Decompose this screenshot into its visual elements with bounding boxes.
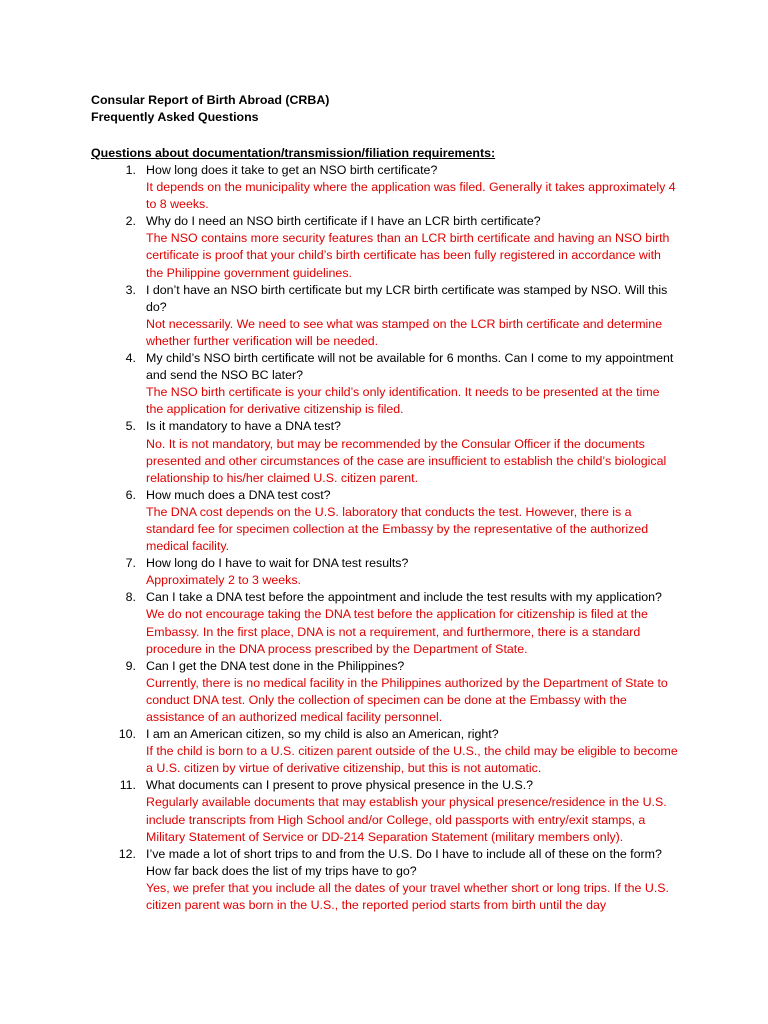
faq-question: How long do I have to wait for DNA test results?	[146, 556, 409, 571]
faq-item-body	[146, 846, 680, 914]
faq-question: I don’t have an NSO birth certificate but my LCR birth certificate was stamped by NSO. Will this do?	[146, 282, 668, 314]
faq-item-body	[146, 487, 680, 555]
faq-answer: The NSO contains more security features than an LCR birth certificate and having an NSO birth certificate is proof that your child’s birth certificate has been fully registered in accordance with the Philippine government guidelines.	[146, 231, 670, 280]
faq-item-body	[146, 350, 680, 418]
faq-answer: Regularly available documents that may establish your physical presence/residence in the U.S. include transcripts from High School and/or College, old passports with entry/exit stamps, a Military Statement of Service or DD-214 Separation Statement (military members only).	[146, 795, 667, 844]
faq-item	[110, 846, 680, 914]
faq-item-number: 11.	[119, 778, 136, 793]
faq-answer: No. It is not mandatory, but may be recommended by the Consular Officer if the documents presented and other circumstances of the case are insufficient to establish the child’s biological relationship to his/her claimed U.S. citizen parent.	[146, 436, 667, 485]
faq-item	[110, 555, 680, 589]
faq-item-number: 6.	[125, 487, 136, 502]
faq-item-body	[146, 777, 680, 845]
faq-item-number: 1.	[125, 163, 136, 177]
faq-item	[110, 726, 680, 777]
faq-answer: It depends on the municipality where the application was filed. Generally it takes approximately 4 to 8 weeks.	[146, 180, 676, 212]
faq-question: What documents can I present to prove physical presence in the U.S.?	[146, 778, 534, 793]
faq-item	[110, 658, 680, 726]
document-title	[91, 92, 329, 126]
faq-item-body	[146, 418, 680, 486]
faq-item-body	[146, 282, 680, 350]
faq-question: I’ve made a lot of short trips to and from the U.S. Do I have to include all of these on the form? How far back does the list of my trips have to go?	[146, 846, 662, 878]
faq-list	[110, 162, 680, 914]
faq-item-number: 10.	[118, 727, 136, 742]
faq-item	[110, 487, 680, 555]
faq-answer: Not necessarily. We need to see what was stamped on the LCR birth certificate and determine whether further verification will be needed.	[146, 316, 663, 348]
faq-item	[110, 162, 680, 213]
faq-answer: We do not encourage taking the DNA test before the application for citizenship is filed at the Embassy. In the first place, DNA is not a requirement, and furthermore, there is a standard procedure in the DNA process prescribed by the Department of State.	[146, 607, 648, 656]
faq-question: Is it mandatory to have a DNA test?	[146, 419, 341, 434]
faq-answer: Yes, we prefer that you include all the dates of your travel whether short or long trips. If the U.S. citizen parent was born in the U.S., the reported period starts from birth until the day	[146, 880, 669, 913]
faq-item-number: 3.	[125, 282, 136, 297]
faq-item-number: 2.	[125, 214, 136, 229]
faq-item-number: 4.	[125, 351, 136, 366]
faq-question: How long does it take to get an NSO birth certificate?	[146, 163, 438, 177]
faq-item-number: 8.	[125, 590, 136, 605]
faq-item	[110, 418, 680, 486]
faq-item-body	[146, 213, 680, 281]
faq-item-number: 5.	[125, 419, 136, 434]
faq-item-body	[146, 162, 680, 213]
faq-question: Can I get the DNA test done in the Philippines?	[146, 658, 405, 673]
faq-answer: Currently, there is no medical facility in the Philippines authorized by the Department of State to conduct DNA test. Only the collection of specimen can be done at the Embassy with the assistance of an authorized medical facility personnel.	[146, 675, 668, 724]
faq-item-body	[146, 658, 680, 726]
faq-answer: If the child is born to a U.S. citizen parent outside of the U.S., the child may be eligible to become a U.S. citizen by virtue of derivative citizenship, but this is not automatic.	[146, 744, 678, 776]
faq-item	[110, 589, 680, 657]
faq-answer: The NSO birth certificate is your child’s only identification. It needs to be presented at the time the application for derivative citizenship is filed.	[146, 385, 660, 417]
faq-item-body	[146, 726, 680, 777]
faq-item-body	[146, 589, 680, 657]
faq-question: Can I take a DNA test before the appointment and include the test results with my application?	[146, 590, 662, 605]
faq-question: How much does a DNA test cost?	[146, 487, 331, 502]
faq-question: My child’s NSO birth certificate will not be available for 6 months. Can I come to my appointment and send the NSO BC later?	[146, 351, 674, 383]
faq-question: Why do I need an NSO birth certificate if I have an LCR birth certificate?	[146, 214, 541, 229]
faq-answer: Approximately 2 to 3 weeks.	[146, 573, 301, 588]
faq-item-number: 12.	[118, 846, 136, 861]
faq-item-number: 7.	[125, 556, 136, 571]
faq-question: I am an American citizen, so my child is also an American, right?	[146, 727, 499, 742]
title-line-2: Frequently Asked Questions	[91, 110, 259, 125]
section-heading: Questions about documentation/transmission/filiation requirements:	[91, 146, 496, 160]
title-line-1: Consular Report of Birth Abroad (CRBA)	[91, 93, 330, 107]
faq-answer: The DNA cost depends on the U.S. laboratory that conducts the test. However, there is a standard fee for specimen collection at the Embassy by the representative of the authorized medical facility.	[146, 504, 649, 554]
faq-item	[110, 350, 680, 418]
faq-item-number: 9.	[125, 658, 136, 673]
faq-item	[110, 282, 680, 350]
faq-item-body	[146, 555, 680, 589]
faq-item	[110, 213, 680, 281]
faq-item	[110, 777, 680, 845]
